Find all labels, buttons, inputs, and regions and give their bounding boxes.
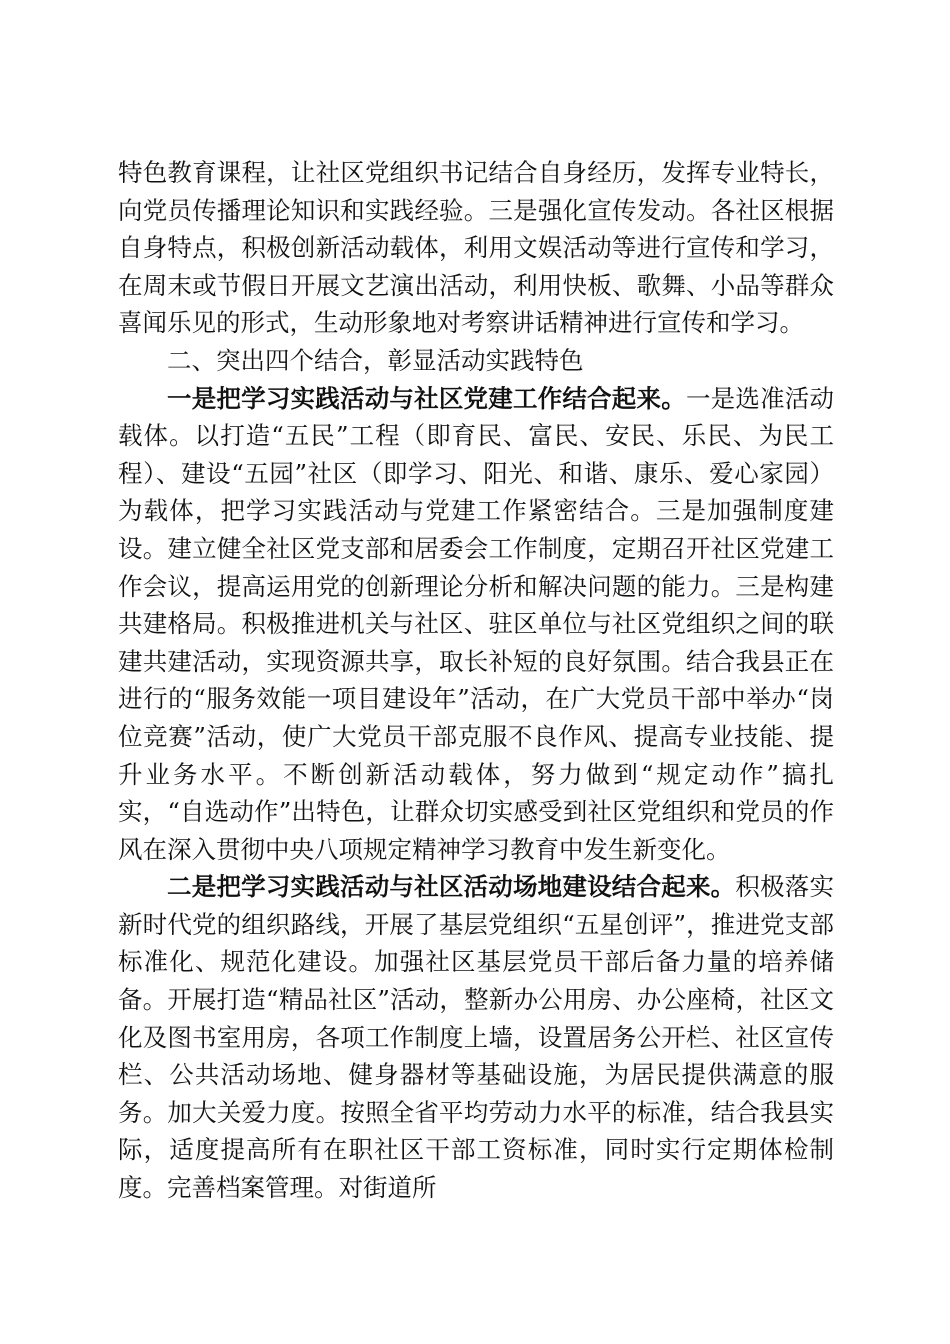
paragraph-continuation xyxy=(118,154,834,342)
paragraph-text: 特色教育课程，让社区党组织书记结合自身经历，发挥专业特长，向党员传播理论知识和实践经验。三是强化宣传发动。各社区根据自身特点，积极创新活动载体，利用文娱活动等进行宣传和学习，在周末或节假日开展文艺演出活动，利用快板、歌舞、小品等群众喜闻乐见的形式，生动形象地对考察讲话精神进行宣传和学习。 xyxy=(118,158,834,338)
paragraph-lead: 一是把学习实践活动与社区党建工作结合起来。 xyxy=(167,383,686,413)
paragraph-text: 积极落实新时代党的组织路线，开展了基层党组织“五星创评”，推进党支部标准化、规范化建设。加强社区基层党员干部后备力量的培养储备。开展打造“精品社区”活动，整新办公用房、办公座椅，社区文化及图书室用房，各项工作制度上墙，设置居务公开栏、社区宣传栏、公共活动场地、健身器材等基础设施，为居民提供满意的服务。加大关爱力度。按照全省平均劳动力水平的标准，结合我县实际，适度提高所有在职社区干部工资标准，同时实行定期体检制度。完善档案管理。对街道所 xyxy=(118,872,835,1203)
paragraph-party-building xyxy=(118,380,834,869)
section-heading-text: 二、突出四个结合，彰显活动实践特色 xyxy=(167,345,584,375)
paragraph-text: 一是选准活动载体。以打造“五民”工程（即育民、富民、安民、乐民、为民工程）、建设“五园”社区（即学习、阳光、和谐、康乐、爱心家园）为载体，把学习实践活动与党建工作紧密结合。三是加强制度建设。建立健全社区党支部和居委会工作制度，定期召开社区党建工作会议，提高运用党的创新理论分析和解决问题的能力。三是构建共建格局。积极推进机关与社区、驻区单位与社区党组织之间的联建共建活动，实现资源共享，取长补短的良好氛围。结合我县正在进行的“服务效能一项目建设年”活动，在广大党员干部中举办“岗位竞赛”活动，使广大党员干部克服不良作风、提高专业技能、提升业务水平。不断创新活动载体，努力做到“规定动作”搞扎实，“自选动作”出特色，让群众切实感受到社区党组织和党员的作风在深入贯彻中央八项规定精神学习教育中发生新变化。 xyxy=(118,383,835,864)
paragraph-lead: 二是把学习实践活动与社区活动场地建设结合起来。 xyxy=(167,872,736,902)
paragraph-venue-construction xyxy=(118,868,834,1206)
document-body xyxy=(118,154,834,1207)
section-heading xyxy=(118,342,834,380)
